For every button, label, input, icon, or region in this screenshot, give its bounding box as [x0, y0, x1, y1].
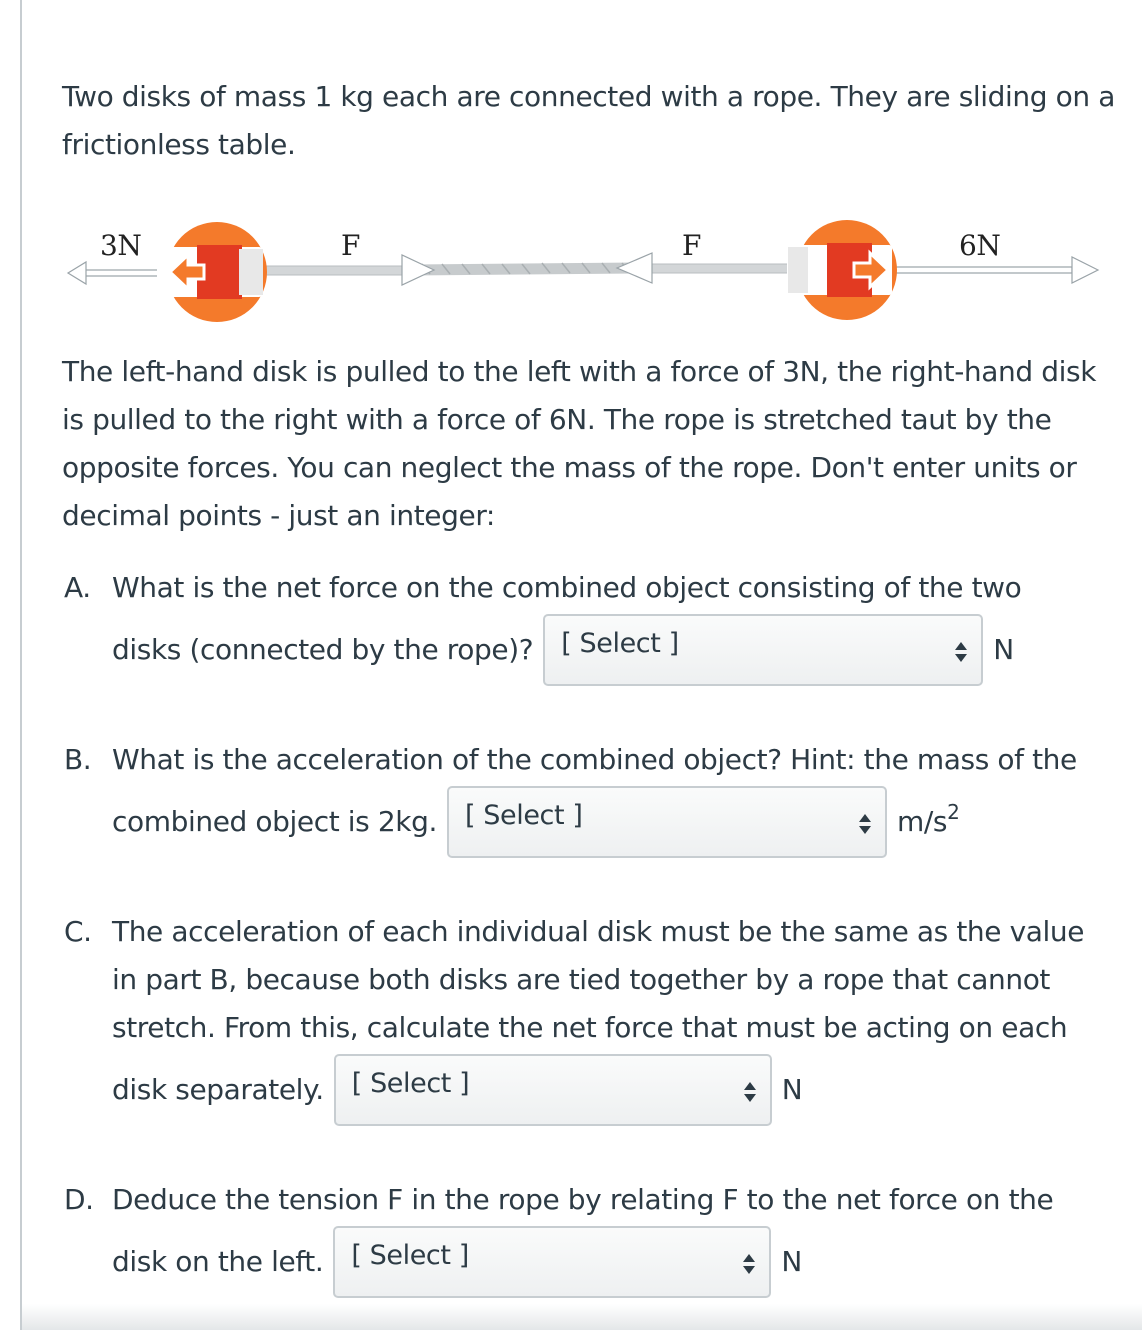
two-disks-figure	[62, 207, 1122, 342]
select-arrows-icon	[743, 1254, 755, 1274]
unit-label: N	[993, 633, 1014, 666]
question-text: disk on the left.	[112, 1245, 324, 1278]
question-letter: D.	[64, 1183, 94, 1216]
question-d	[62, 1176, 1122, 1300]
question-c	[62, 908, 1122, 1128]
question-text: What is the net force on the combined object consisting of the two	[112, 571, 1022, 604]
question-text: combined object is 2kg.	[112, 805, 437, 838]
unit-label: N	[781, 1073, 803, 1106]
select-placeholder: [ Select ]	[351, 1240, 469, 1271]
left-disk	[157, 222, 267, 322]
question-text: What is the acceleration of the combined object? Hint: the mass of the	[112, 743, 1077, 776]
tension-arrow-right	[617, 253, 652, 283]
rope	[262, 263, 792, 275]
answer-c-select[interactable]	[334, 1054, 772, 1126]
intro-text: Two disks of mass 1 kg each are connected with a rope. They are sliding on a frictionless table.	[62, 80, 1115, 161]
left-border-rule	[20, 0, 22, 1330]
answer-a-select[interactable]	[543, 614, 983, 686]
question-text: disks (connected by the rope)?	[112, 633, 534, 666]
select-placeholder: [ Select ]	[464, 800, 583, 831]
tension-label-right: F	[682, 229, 702, 262]
left-force-label: 3N	[100, 229, 142, 262]
question-content	[62, 70, 1122, 1300]
tension-arrow-left	[402, 255, 434, 285]
select-arrows-icon	[955, 642, 967, 662]
question-list	[62, 564, 1122, 1300]
question-letter: C.	[64, 915, 92, 948]
answer-b-select[interactable]	[447, 786, 887, 858]
select-placeholder: [ Select ]	[351, 1068, 470, 1099]
question-b	[62, 736, 1122, 860]
right-force-label: 6N	[959, 229, 1001, 262]
question-text: disk separately.	[112, 1073, 324, 1106]
unit-exponent: 2	[947, 799, 960, 824]
unit-label	[897, 798, 959, 846]
question-text: in part B, because both disks are tied together by a rope that cannot	[112, 963, 1051, 996]
select-arrows-icon	[744, 1082, 756, 1102]
question-letter: A.	[64, 571, 91, 604]
question-text: The acceleration of each individual disk must be the same as the value	[112, 915, 1085, 948]
answer-d-select[interactable]	[333, 1226, 771, 1298]
right-disk	[787, 220, 897, 320]
select-arrows-icon	[859, 814, 871, 834]
tension-label-left: F	[341, 229, 361, 262]
unit-text: m/s	[896, 805, 948, 838]
bottom-edge-shadow	[22, 1304, 1142, 1330]
question-a	[62, 564, 1122, 688]
unit-label: N	[781, 1245, 802, 1278]
question-text: stretch. From this, calculate the net force that must be acting on each	[112, 1011, 1068, 1044]
question-letter: B.	[64, 743, 92, 776]
question-text: Deduce the tension F in the rope by relating F to the net force on the	[112, 1183, 1054, 1216]
force-diagram	[62, 207, 1122, 342]
select-placeholder: [ Select ]	[561, 628, 679, 659]
problem-description: The left-hand disk is pulled to the left with a force of 3N, the right-hand disk is pulled to the right with a force of 6N. The rope is stretched taut by the opposite forces. You can neglect the mass of the rope. Don't enter units or decimal points - just an integer:	[62, 355, 1097, 532]
